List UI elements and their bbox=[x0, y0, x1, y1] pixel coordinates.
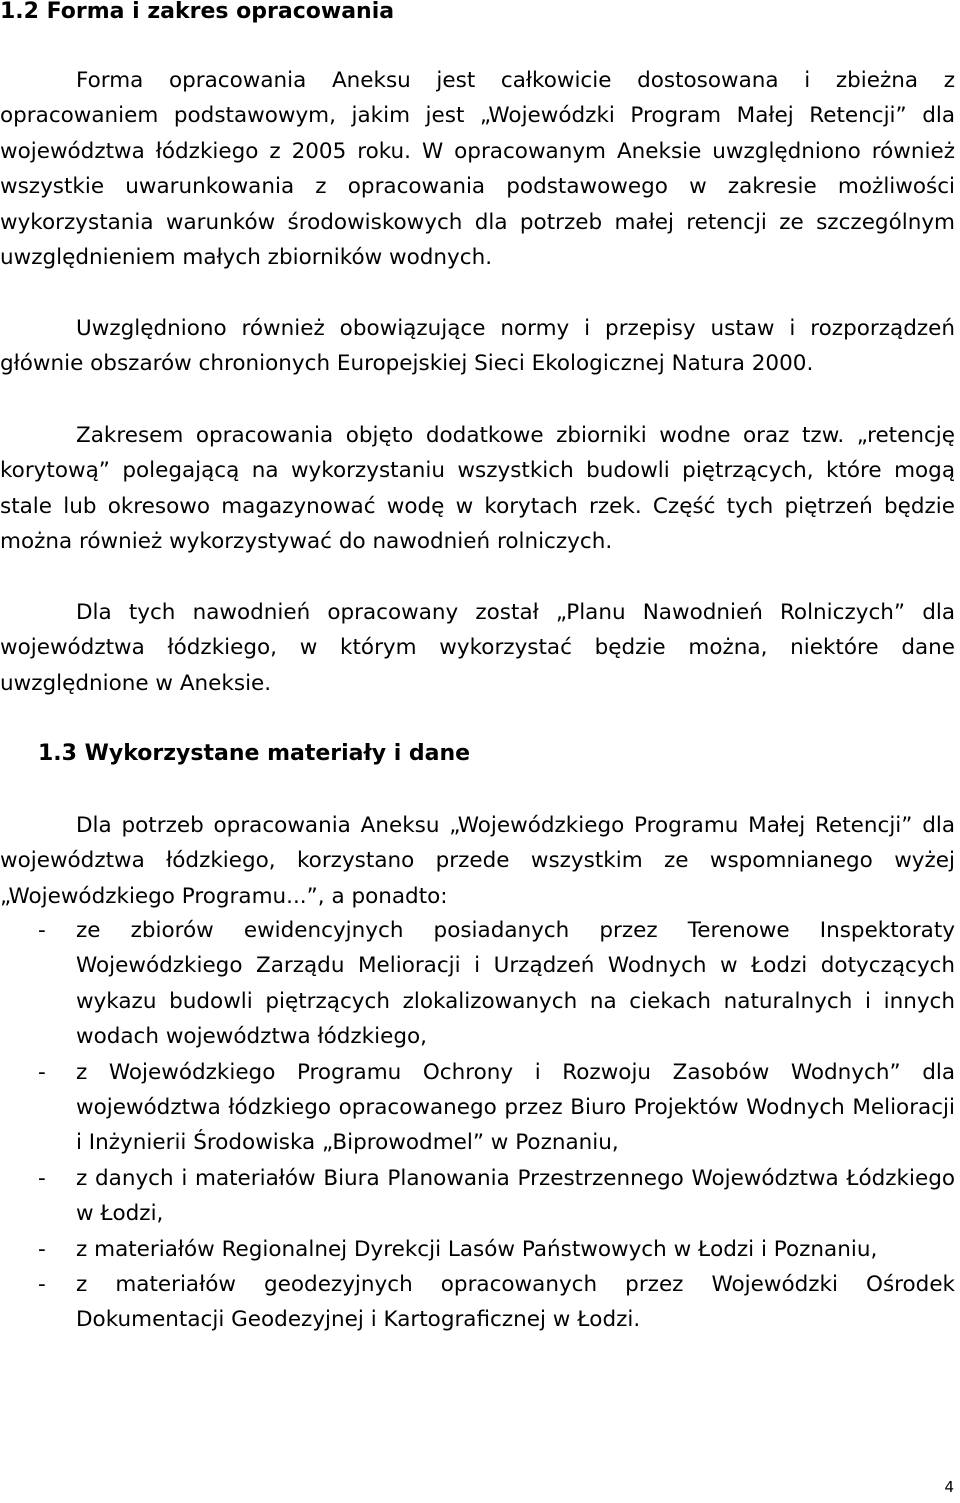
section-heading-1-3: 1.3 Wykorzystane materiały i dane bbox=[38, 741, 471, 766]
paragraph-form: Forma opracowania Aneksu jest całkowicie dostosowana i zbieżna z opracowaniem podstawowym, jakim jest „Wojewódzki Program Małej Retencji” dla województwa łódzkiego z 2005 roku. W opracowanym Aneksie uwzględniono również wszystkie uwarunkowania z opracowania podstawowego w zakresie możliwości wykorzystania warunków środowiskowych dla potrzeb małej retencji ze szczególnym uwzględnieniem małych zbiorników wodnych. bbox=[0, 68, 955, 271]
list-item bbox=[0, 1267, 955, 1338]
paragraph-irrigation-plan: Dla tych nawodnień opracowany został „Planu Nawodnień Rolniczych” dla województwa łódzkiego, w którym wykorzystać będzie można, niektóre dane uwzględnione w Aneksie. bbox=[0, 600, 955, 696]
list-item-text: z materiałów geodezyjnych opracowanych przez Wojewódzki Ośrodek Dokumentacji Geodezyjnej i Kartograficznej w Łodzi. bbox=[76, 1272, 955, 1333]
list-item bbox=[0, 1232, 955, 1267]
paragraph-scope: Zakresem opracowania objęto dodatkowe zbiorniki wodne oraz tzw. „retencję korytową” polegającą na wykorzystaniu wszystkich budowli piętrzących, które mogą stale lub okresowo magazynować wodę w korytach rzek. Część tych piętrzeń będzie można również wykorzystywać do nawodnień rolniczych. bbox=[0, 423, 955, 555]
list-bullet: - bbox=[38, 1236, 46, 1262]
list-item bbox=[0, 913, 955, 1055]
list-bullet: - bbox=[38, 1272, 46, 1298]
list-bullet: - bbox=[38, 918, 46, 943]
list-item-text: ze zbiorów ewidencyjnych posiadanych przez Terenowe Inspektoraty Wojewódzkiego Zarządu Melioracji i Urządzeń Wodnych w Łodzi dotyczących wykazu budowli piętrzących zlokalizowanych na ciekach naturalnych i innych wodach województwa łódzkiego, bbox=[76, 918, 955, 1050]
page-number: 4 bbox=[944, 1478, 954, 1496]
paragraph-regulations: Uwzględniono również obowiązujące normy i przepisy ustaw i rozporządzeń głównie obszarów chronionych Europejskiej Sieci Ekologicznej Natura 2000. bbox=[0, 316, 955, 377]
list-bullet: - bbox=[38, 1059, 46, 1085]
list-bullet: - bbox=[38, 1165, 46, 1191]
list-item bbox=[0, 1161, 955, 1232]
list-item bbox=[0, 1055, 955, 1161]
list-item-text: z materiałów Regionalnej Dyrekcji Lasów Państwowych w Łodzi i Poznaniu, bbox=[76, 1236, 878, 1262]
list-item-text: z danych i materiałów Biura Planowania Przestrzennego Województwa Łódzkiego w Łodzi, bbox=[76, 1165, 955, 1227]
section-heading-1-2: 1.2 Forma i zakres opracowania bbox=[0, 0, 395, 24]
paragraph-materials-intro: Dla potrzeb opracowania Aneksu „Wojewódzkiego Programu Małej Retencji” dla województwa łódzkiego, korzystano przede wszystkim ze wspomnianego wyżej „Wojewódzkiego Programu...”, a ponadto: bbox=[0, 813, 955, 909]
list-item-text: z Wojewódzkiego Programu Ochrony i Rozwoju Zasobów Wodnych” dla województwa łódzkiego opracowanego przez Biuro Projektów Wodnych Melioracji i Inżynierii Środowiska „Biprowodmel” w Poznaniu, bbox=[76, 1059, 955, 1156]
materials-list bbox=[0, 913, 955, 1338]
